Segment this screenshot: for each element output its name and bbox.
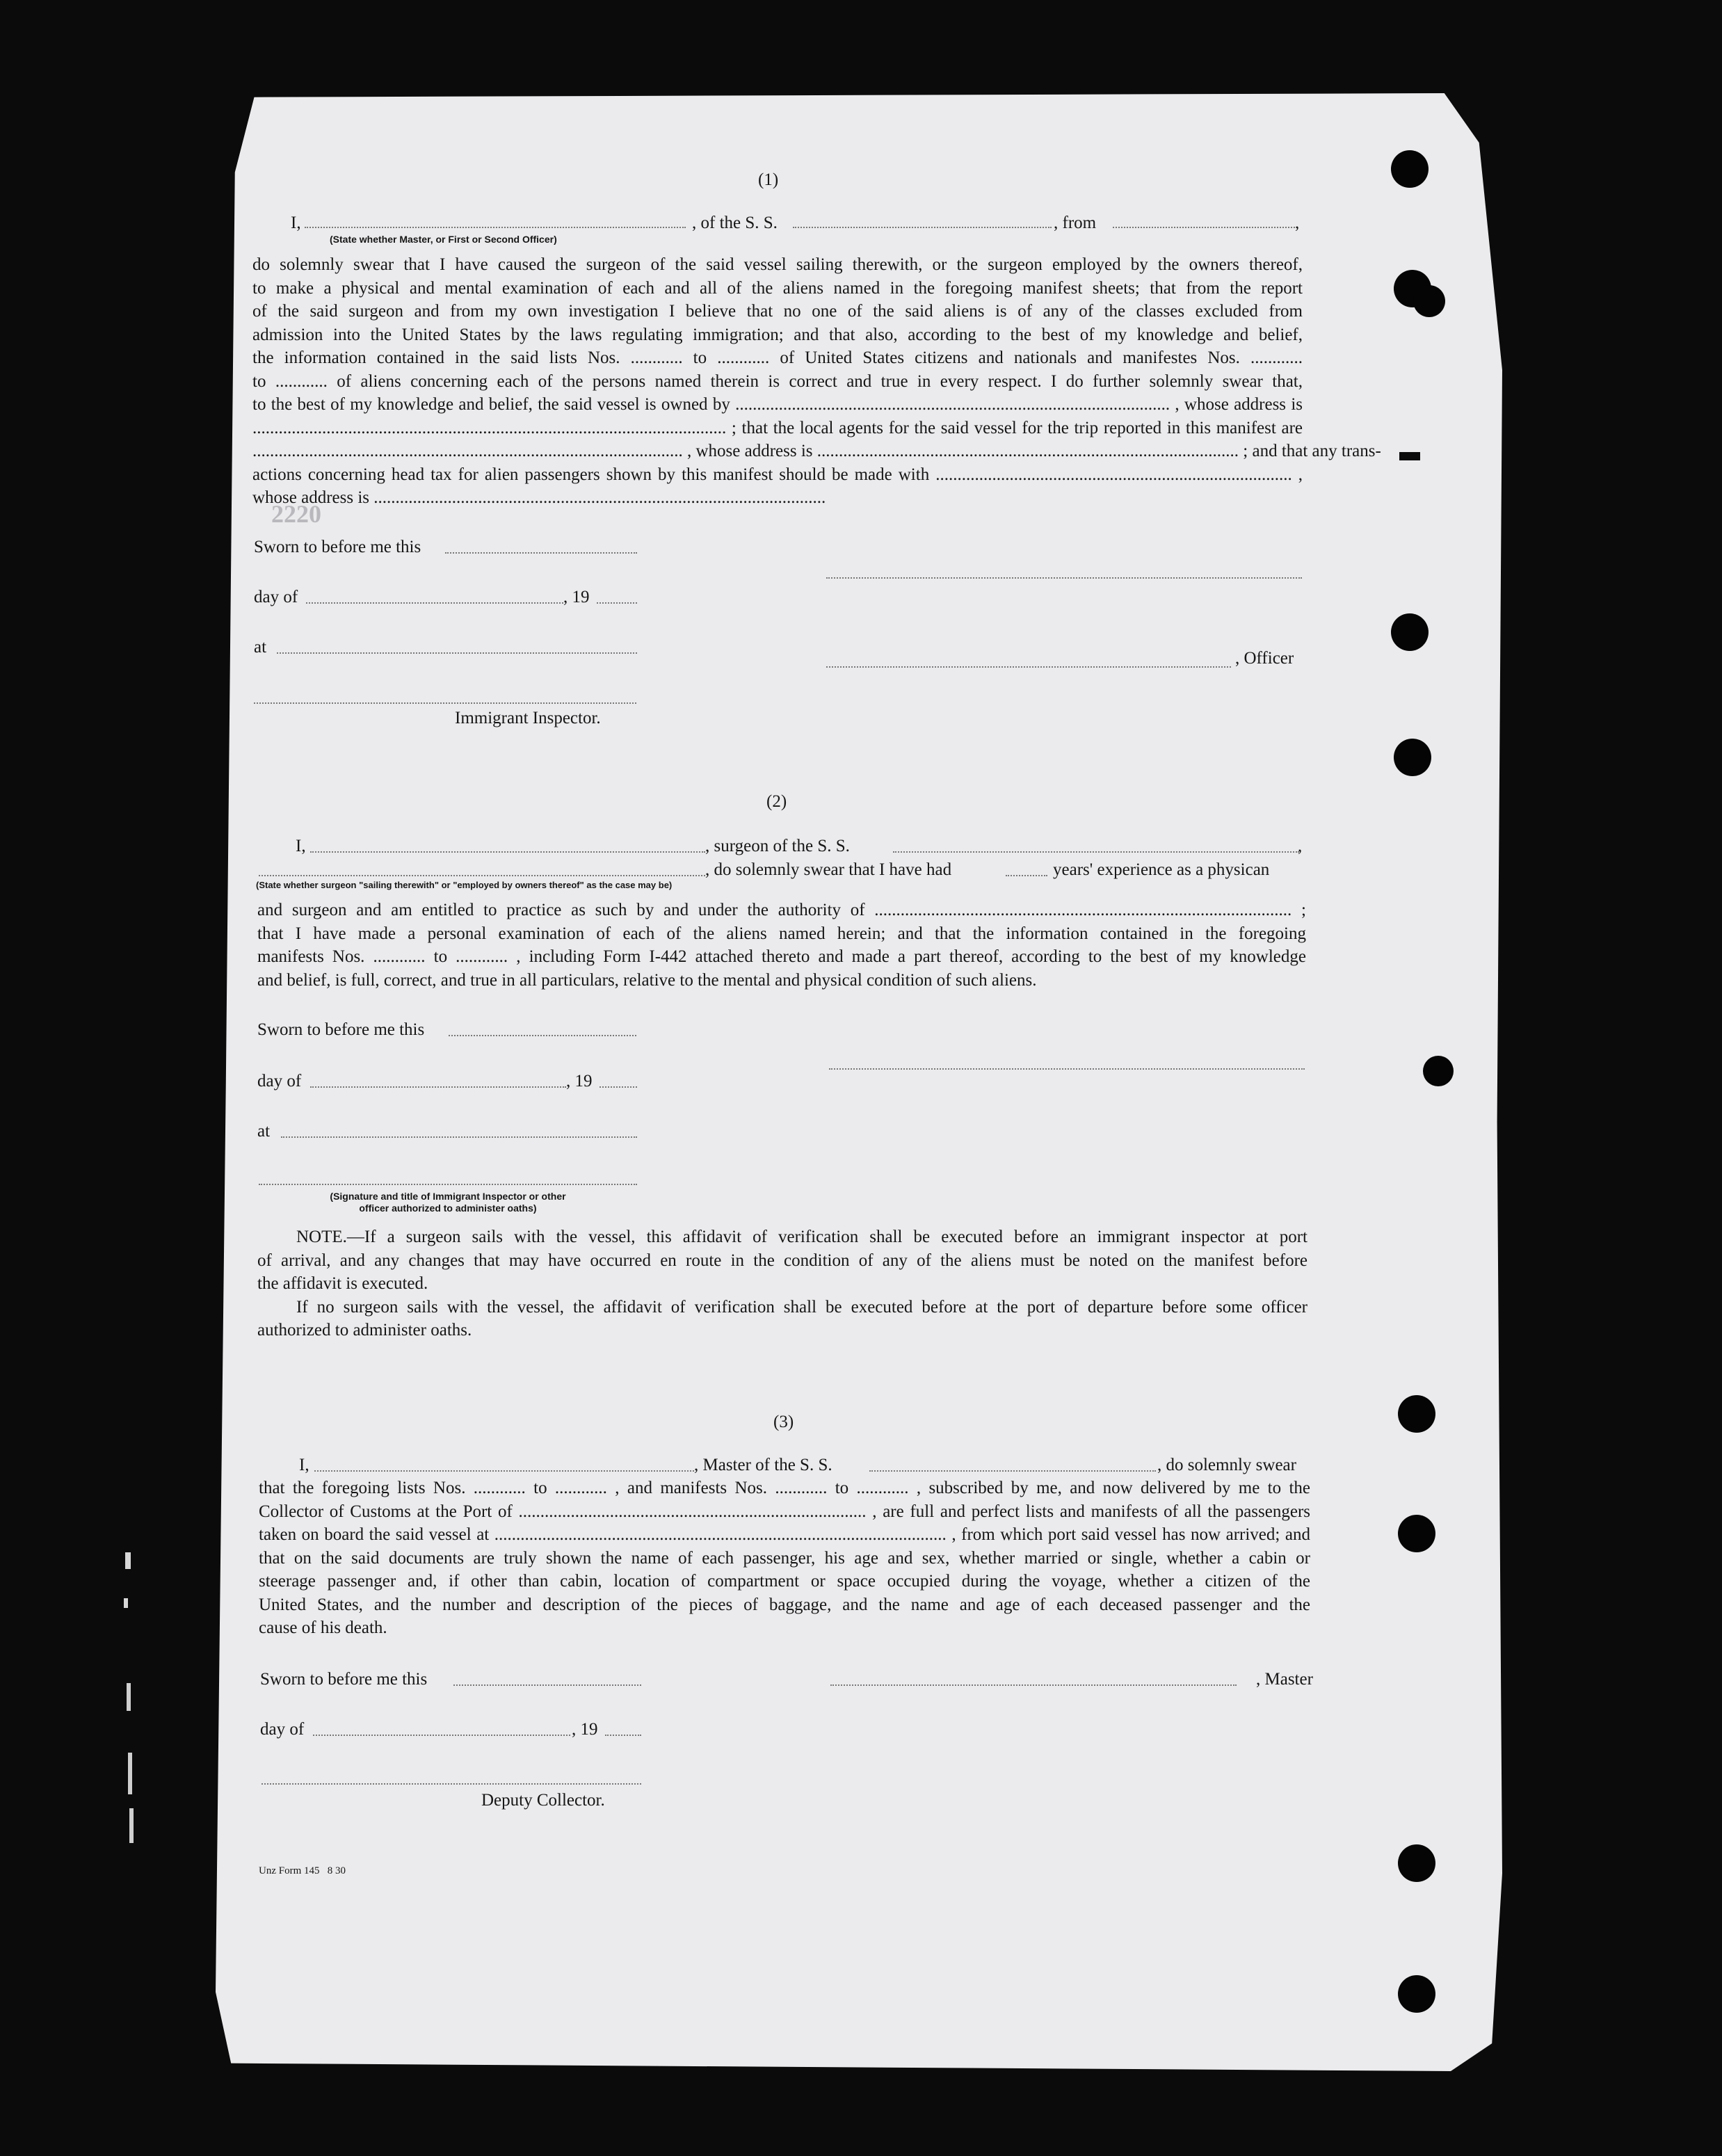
body-line: and surgeon and am entitled to practice as such by and under the authority of ................................................................................................ ; bbox=[257, 901, 1306, 919]
year-field[interactable] bbox=[600, 1086, 637, 1088]
surgeon-type-field[interactable] bbox=[259, 875, 705, 876]
sworn-label: Sworn to before me this bbox=[254, 538, 421, 556]
surgeon-note: (State whether surgeon "sailing therewith" or "employed by owners thereof" as the case may be) bbox=[256, 880, 673, 890]
note-block bbox=[257, 1225, 1307, 1342]
note-line: authorized to administer oaths. bbox=[257, 1321, 472, 1340]
binder-hole bbox=[1398, 1395, 1435, 1433]
surgeon-name-field[interactable] bbox=[310, 851, 705, 853]
master-name-field[interactable] bbox=[314, 1470, 694, 1472]
surgeon-of-ss: , surgeon of the S. S. bbox=[705, 837, 850, 855]
officer-name-field[interactable] bbox=[305, 227, 686, 228]
section-3-i: I, bbox=[299, 1456, 309, 1474]
faint-stamp: 2220 bbox=[271, 500, 321, 528]
body-line: to ............ of aliens concerning each of the persons named therein is correct and true in every respect. I do further solemnly swear that, bbox=[252, 371, 1303, 391]
body-line: steerage passenger and, if other than cabin, location of compartment or space occupied during the voyage, whether a citizen of the bbox=[259, 1572, 1310, 1591]
years-experience-field[interactable] bbox=[1006, 875, 1047, 876]
note-line: If no surgeon sails with the vessel, the affidavit of verification shall be executed before at the port of departure before some officer bbox=[296, 1297, 1307, 1317]
body-line: United States, and the number and description of the pieces of baggage, and the name and age of each deceased passenger and the bbox=[259, 1595, 1310, 1614]
ship-name-field[interactable] bbox=[793, 227, 1052, 228]
day-of-label: day of bbox=[257, 1072, 302, 1091]
master-label: , Master bbox=[1256, 1670, 1313, 1689]
from-port-field[interactable] bbox=[1113, 227, 1298, 228]
body-line: and belief, is full, correct, and true in all particulars, relative to the mental and physical condition of such aliens. bbox=[257, 970, 1037, 990]
binder-hole bbox=[1398, 1515, 1435, 1552]
binder-hole bbox=[1398, 1844, 1435, 1882]
surgeon-ship-field[interactable] bbox=[893, 851, 1299, 853]
day-of-field[interactable] bbox=[306, 602, 563, 604]
binder-hole bbox=[1391, 150, 1429, 188]
edge-mark bbox=[1399, 452, 1420, 460]
body-line: whose address is ........................................................................................................ bbox=[252, 488, 826, 507]
section-3-number: (3) bbox=[773, 1413, 794, 1431]
day-of-field[interactable] bbox=[313, 1735, 570, 1736]
day-of-label: day of bbox=[260, 1720, 305, 1739]
sworn-date-field[interactable] bbox=[449, 1035, 636, 1036]
comma: , bbox=[1298, 837, 1303, 855]
officer-signature-line-top[interactable] bbox=[826, 577, 1302, 579]
solemnly-swear: , do solemnly swear bbox=[1157, 1456, 1296, 1474]
inspector-signature-field[interactable] bbox=[254, 702, 636, 704]
year-label: , 19 bbox=[563, 588, 590, 606]
signature-note-2: officer authorized to administer oaths) bbox=[359, 1202, 537, 1214]
scan-mark bbox=[127, 1683, 131, 1711]
immigrant-inspector-label: Immigrant Inspector. bbox=[455, 709, 601, 727]
master-signature-field[interactable] bbox=[830, 1684, 1237, 1686]
day-of-field[interactable] bbox=[310, 1086, 566, 1088]
section-2-number: (2) bbox=[766, 792, 787, 811]
note-line: the affidavit is executed. bbox=[257, 1274, 428, 1293]
year-field[interactable] bbox=[597, 602, 637, 604]
body-line: of the said surgeon and from my own investigation I believe that no one of the said aliens is of any of the classes excluded from bbox=[252, 302, 1303, 321]
section-1-i: I, bbox=[291, 214, 301, 232]
body-line: that I have made a personal examination of each of the aliens named herein; and that the information contained in the foregoing bbox=[257, 924, 1306, 943]
year-label: , 19 bbox=[572, 1720, 598, 1739]
inspector-signature-field[interactable] bbox=[259, 1184, 637, 1185]
comma: , bbox=[1295, 214, 1300, 232]
collector-signature-field[interactable] bbox=[261, 1783, 641, 1785]
sworn-date-field[interactable] bbox=[453, 1684, 641, 1686]
body-line: actions concerning head tax for alien passengers shown by this manifest should be made with .................................................................................. , bbox=[252, 465, 1303, 484]
section-2-body bbox=[257, 899, 1306, 992]
scan-mark bbox=[128, 1753, 132, 1794]
at-label: at bbox=[254, 638, 267, 657]
binder-hole bbox=[1391, 613, 1429, 651]
deputy-collector-label: Deputy Collector. bbox=[481, 1791, 605, 1810]
form-identifier: Unz Form 145 8 30 bbox=[259, 1865, 346, 1876]
surgeon-swear: , do solemnly swear that I have had bbox=[705, 860, 952, 879]
note-line: of arrival, and any changes that may have occurred en route in the condition of any of the aliens must be noted on the manifest before bbox=[257, 1250, 1307, 1270]
section-1-body bbox=[252, 253, 1381, 510]
section-1-from: , from bbox=[1054, 214, 1097, 232]
body-line: taken on board the said vessel at ........................................................................................................ , from which port said vessel has now arrived; and bbox=[259, 1525, 1310, 1544]
surgeon-signature-field[interactable] bbox=[829, 1068, 1305, 1070]
body-line: admission into the United States by the laws regulating immigration; and that also, according to the best of my knowledge and belief, bbox=[252, 325, 1303, 344]
master-ship-field[interactable] bbox=[869, 1470, 1156, 1472]
body-line: Collector of Customs at the Port of ................................................................................ , are full and perfect lists and manifests of all the passengers bbox=[259, 1502, 1310, 1521]
body-line: do solemnly swear that I have caused the surgeon of the said vessel sailing therewith, or the surgeon employed by the owners thereof, bbox=[252, 255, 1303, 274]
at-field[interactable] bbox=[277, 652, 637, 654]
day-of-label: day of bbox=[254, 588, 298, 606]
section-2-i: I, bbox=[296, 837, 306, 855]
body-line: ............................................................................................................. ; that the local agents for the said vessel for the trip reported in this manifest are bbox=[252, 418, 1303, 437]
section-3-body bbox=[259, 1477, 1310, 1640]
officer-note: (State whether Master, or First or Second Officer) bbox=[330, 234, 557, 245]
at-field[interactable] bbox=[281, 1136, 637, 1138]
year-field[interactable] bbox=[605, 1735, 641, 1736]
scan-mark bbox=[124, 1598, 128, 1608]
binder-hole bbox=[1394, 739, 1431, 776]
master-of-ss: , Master of the S. S. bbox=[694, 1456, 832, 1474]
binder-hole bbox=[1398, 1975, 1435, 2013]
body-line: manifests Nos. ............ to ............ , including Form I-442 attached thereto and made a part thereof, according to the best of my knowledge bbox=[257, 947, 1306, 966]
body-line: the information contained in the said lists Nos. ............ to ............ of United States citizens and nationals and manifestes Nos. ............ bbox=[252, 348, 1303, 367]
signature-note-1: (Signature and title of Immigrant Inspector or other bbox=[330, 1191, 566, 1202]
years-experience-label: years' experience as a physican bbox=[1053, 860, 1270, 879]
officer-signature-field[interactable] bbox=[826, 666, 1231, 668]
year-label: , 19 bbox=[566, 1072, 593, 1091]
sworn-date-field[interactable] bbox=[445, 552, 637, 554]
officer-label: , Officer bbox=[1235, 649, 1294, 668]
body-line: ................................................................................................... , whose address is ................................................................................................. ; and that any trans- bbox=[252, 442, 1381, 460]
body-line: that on the said documents are truly shown the name of each passenger, his age and sex, whether married or single, whether a cabin or bbox=[259, 1548, 1310, 1568]
note-line: NOTE.—If a surgeon sails with the vessel, this affidavit of verification shall be executed before an immigrant inspector at port bbox=[296, 1228, 1307, 1246]
scan-mark bbox=[129, 1808, 134, 1843]
binder-hole bbox=[1413, 285, 1445, 317]
scan-mark bbox=[125, 1552, 131, 1569]
section-1-of-ss: , of the S. S. bbox=[692, 214, 778, 232]
body-line: that the foregoing lists Nos. ............ to ............ , and manifests Nos. ............ to ............ , subscribed by me, and now delivered by me to the bbox=[259, 1479, 1310, 1497]
at-label: at bbox=[257, 1122, 271, 1141]
sworn-label: Sworn to before me this bbox=[257, 1020, 425, 1039]
body-line: to make a physical and mental examination of each and all of the aliens named in the foregoing manifest sheets; that from the report bbox=[252, 278, 1303, 298]
sworn-label: Sworn to before me this bbox=[260, 1670, 428, 1689]
body-line: to the best of my knowledge and belief, the said vessel is owned by .................................................................................................... , whose address is bbox=[252, 395, 1303, 414]
binder-hole bbox=[1423, 1056, 1454, 1086]
body-line: cause of his death. bbox=[259, 1618, 387, 1637]
section-1-number: (1) bbox=[758, 170, 779, 189]
